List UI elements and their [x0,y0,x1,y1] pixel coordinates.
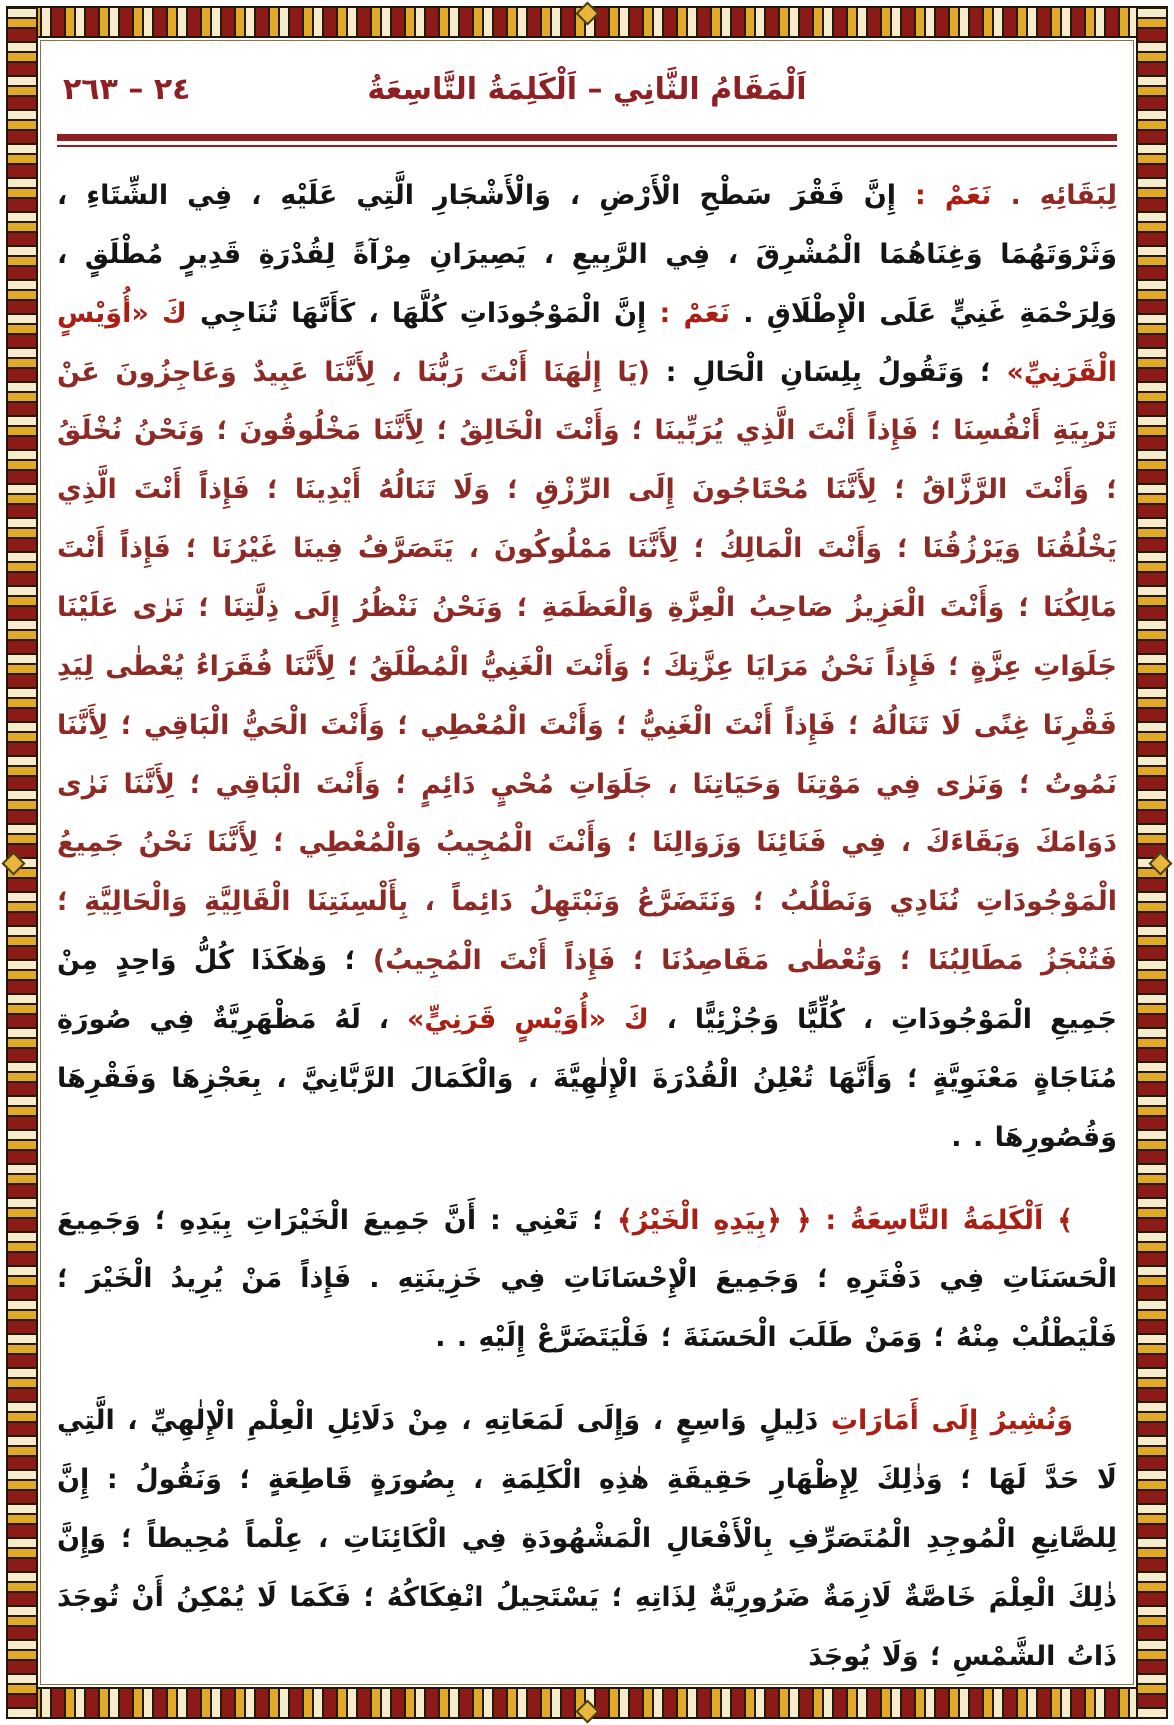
text-run-red: ﴿بِيَدِهِ الْخَيْرُ﴾ [616,1204,782,1236]
text-run-maroon: (يَا إِلٰهَنَا أَنْتَ رَبُّنَا ، لِأَنَّنَا عَبِيدٌ وَعَاجِزُونَ عَنْ تَرْبِيَةِ أَنْفُسِنَا ؛ فَإِذاً أَنْتَ الَّذِي يُرَبِّينَا ؛ وَأَنْتَ الْخَالِقُ ؛ لِأَنَّنَا مَخْلُوقُونَ ؛ وَنَحْنُ نُخْلَقُ ؛ وَأَنْتَ الرَّزَّاقُ ؛ لِأَنَّنَا مُحْتَاجُونَ إِلَى الرِّزْقِ ؛ وَلَا تَنَالُهُ أَيْدِينَا ؛ فَإِذاً أَنْتَ الَّذِي يَخْلُقُنَا وَيَرْزُقُنَا ؛ وَأَنْتَ الْمَالِكُ ؛ لِأَنَّنَا مَمْلُوكُونَ ، يَتَصَرَّفُ فِينَا غَيْرُنَا ؛ فَإِذاً أَنْتَ مَالِكُنَا ؛ وَأَنْتَ الْعَزِيزُ صَاحِبُ الْعِزَّةِ وَالْعَظَمَةِ ؛ وَنَحْنُ نَنْظُرُ إِلَى ذِلَّتِنَا ؛ نَرٰى عَلَيْنَا جَلَوَاتِ عِزَّةٍ ؛ فَإِذاً نَحْنُ مَرَايَا عِزَّتِكَ ؛ وَأَنْتَ الْغَنِيُّ الْمُطْلَقُ ؛ لِأَنَّنَا فُقَرَاءُ يُعْطٰى لِيَدِ فَقْرِنَا غِنًى لَا تَنَالُهُ ؛ فَإِذاً أَنْتَ الْغَنِيُّ ؛ وَأَنْتَ الْمُعْطِي ؛ وَأَنْتَ الْحَيُّ الْبَاقِي ؛ لِأَنَّنَا نَمُوتُ ؛ وَنَرٰى فِي مَوْتِنَا وَحَيَاتِنَا ، جَلَوَاتِ مُحْيٍ دَائِمٍ ؛ وَأَنْتَ الْبَاقِي ؛ لِأَنَّنَا نَرٰى دَوَامَكَ وَبَقَاءَكَ ، فِي فَنَائِنَا وَزَوَالِنَا ؛ وَأَنْتَ الْمُجِيبُ وَالْمُعْطِي ؛ لِأَنَّنَا نَحْنُ جَمِيعُ الْمَوْجُودَاتِ نُنَادِي وَنَطْلُبُ ؛ وَنَتَضَرَّعُ وَنَبْتَهِلُ دَائِماً ، بِأَلْسِنَتِنَا الْقَالِيَّةِ وَالْحَالِيَّةِ ؛ فَتُنْجَزُ مَطَالِبُنَا ؛ وَتُعْطٰى مَقَاصِدُنَا ؛ فَإِذاً أَنْتَ الْمُجِيبُ) [57,356,1117,977]
header-divider-rule [57,134,1117,147]
text-run-ink: إِنَّ فَقْرَ سَطْحِ الْأَرْضِ ، وَالْأَشْجَارِ الَّتِي عَلَيْهِ ، فِي الشِّتَاءِ ، وَثَرْوَتَهُمَا وَغِنَاهُمَا الْمُشْرِقَ ، فِي الرَّبِيعِ ، يَصِيرَانِ مِرْآةً لِقُدْرَةِ قَدِيرٍ مُطْلَقٍ ، وَلِرَحْمَةِ غَنِيٍّ عَلَى الْإِطْلَاقِ . [57,180,1117,329]
text-run-red: نَعَمْ : [896,180,992,211]
text-run-red: نَعَمْ : [646,297,731,329]
text-run-maroon: لِبَقَائِهِ . [991,180,1117,211]
text-run-ink: ، لَهُ مَظْهَرِيَّةٌ فِي صُورَةِ مُنَاجَاةٍ مَعْنَوِيَّةٍ ؛ وَأَنَّهَا تُعْلِنُ الْقُدْرَةَ الْإِلٰهِيَّةَ ، وَالْكَمَالَ الرَّبَّانِيَّ ، بِعَجْزِهَا وَفَقْرِهَا وَقُصُورِهَا . . [57,1004,1117,1153]
page-content [44,44,1130,1681]
page-number: ٢٤ – ٢٦٣ [63,72,191,107]
paragraph-indications-of-knowledge [57,1392,1117,1686]
text-run-red: كَ «أُوَيْسٍ الْقَرَنِيِّ» [57,297,1118,388]
page-title: اَلْمَقَامُ الثَّانِي – اَلْكَلِمَةُ التَّاسِعَةُ [367,72,807,107]
text-run-red: وَنُشِيرُ إِلَى أَمَارَاتِ [818,1405,1073,1437]
text-run-ink: ؛ وَتَقُولُ بِلِسَانِ الْحَالِ : [650,356,1007,388]
paragraph-ninth-word [57,1192,1117,1369]
paragraph-continuation-munajat [57,167,1117,1168]
text-run-ink: دَلِيلٍ وَاسِعٍ ، وَإِلَى لَمَعَاتِهِ ، مِنْ دَلَائِلِ الْعِلْمِ الْإِلٰهِيِّ ، الَّتِي لَا حَدَّ لَهَا ؛ وَذٰلِكَ لِإِظْهَارِ حَقِيقَةِ هٰذِهِ الْكَلِمَةِ ، بِصُورَةٍ قَاطِعَةٍ ؛ وَنَقُولُ : إِنَّ لِلصَّانِعِ الْمُوجِدِ الْمُتَصَرِّفِ بِالْأَفْعَالِ الْمَشْهُودَةِ فِي الْكَائِنَاتِ ، عِلْماً مُحِيطاً ؛ وَإِنَّ ذٰلِكَ الْعِلْمَ خَاصَّةٌ لَازِمَةٌ ضَرُورِيَّةٌ لِذَاتِهِ ؛ يَسْتَحِيلُ انْفِكَاكُهُ ؛ فَكَمَا لَا يُمْكِنُ أَنْ تُوجَدَ ذَاتُ الشَّمْسِ ؛ وَلَا يُوجَدَ [57,1405,1117,1672]
text-run-red: كَ «أُوَيْسٍ قَرَنِيٍّ» [406,1004,649,1036]
text-run-ink: ؛ وَهٰكَذَا كُلُّ وَاحِدٍ مِنْ جَمِيعِ الْمَوْجُودَاتِ ، كُلِّيًّا وَجُزْئِيًّا ، [57,945,1117,1036]
text-run-ink: إِنَّ الْمَوْجُودَاتِ كُلَّهَا ، كَأَنَّهَا تُنَاجِي [186,297,647,329]
body-text [57,167,1117,1686]
text-run-red: ﴾ اَلْكَلِمَةُ التَّاسِعَةُ : ﴿ [781,1204,1074,1236]
page-header [57,72,1117,120]
text-run-ink: ؛ تَعْنِي : أَنَّ جَمِيعَ الْخَيْرَاتِ بِيَدِهِ ؛ وَجَمِيعَ الْحَسَنَاتِ فِي دَفْتَرِهِ ؛ وَجَمِيعَ الْإِحْسَانَاتِ فِي خَزِينَتِهِ . فَإِذاً مَنْ يُرِيدُ الْخَيْرَ ؛ فَلْيَطْلُبْ مِنْهُ ؛ وَمَنْ طَلَبَ الْحَسَنَةَ ؛ فَلْيَتَضَرَّعْ إِلَيْهِ . . [57,1204,1117,1354]
